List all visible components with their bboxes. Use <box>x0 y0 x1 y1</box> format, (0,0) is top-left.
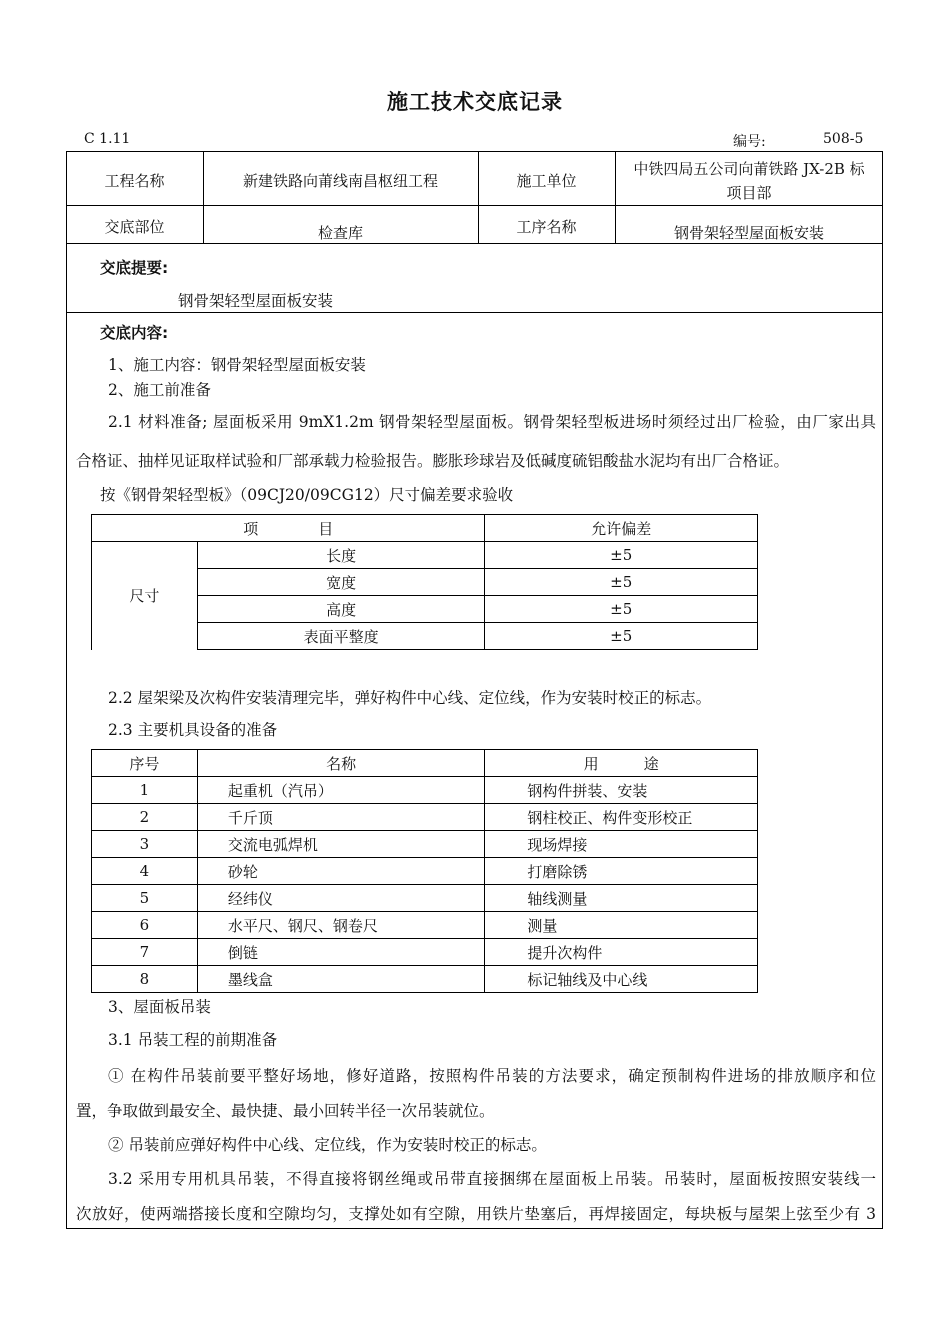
content-p3a: 2.1 材料准备; 屋面板采用 9mX1.2m 钢骨架轻型屋面板。钢骨架轻型板进场时须经过出厂检验，由厂家出具 <box>108 413 876 431</box>
table-row <box>92 858 758 885</box>
equipment-name: 墨线盒 <box>197 966 485 993</box>
equipment-no: 7 <box>92 939 198 966</box>
content-p6: 2.3 主要机具设备的准备 <box>108 721 278 739</box>
equipment-no: 2 <box>92 804 198 831</box>
number-value: 508-5 <box>823 131 864 147</box>
equipment-no: 6 <box>92 912 198 939</box>
part-label: 交底部位 <box>104 218 165 236</box>
content-p11b: 次放好，使两端搭接长度和空隙均匀，支撑处如有空隙，用铁片垫塞后，再焊接固定，每块板与屋架上弦至少有 3 <box>76 1205 876 1223</box>
equipment-no: 5 <box>92 885 198 912</box>
content-label: 交底内容: <box>100 324 169 342</box>
table-row <box>92 777 758 804</box>
equipment-no: 8 <box>92 966 198 993</box>
summary-text: 钢骨架轻型屋面板安装 <box>178 292 334 310</box>
table-row <box>92 939 758 966</box>
unit-line1: 中铁四局五公司向莆铁路 JX-2B 标 <box>633 160 865 178</box>
summary-divider <box>66 312 883 313</box>
equipment-no: 3 <box>92 831 198 858</box>
equipment-name: 水平尺、钢尺、钢卷尺 <box>197 912 485 939</box>
header-bottom-divider <box>66 243 883 244</box>
tolerance-col-item: 项 目 <box>92 515 485 542</box>
tolerance-value: ±5 <box>485 569 758 596</box>
tolerance-item: 宽度 <box>197 569 485 596</box>
equipment-use: 打磨除锈 <box>485 858 758 885</box>
equipment-use: 提升次构件 <box>485 939 758 966</box>
equipment-name: 千斤顶 <box>197 804 485 831</box>
project-name-label: 工程名称 <box>104 172 165 190</box>
part-value: 检查库 <box>317 224 363 242</box>
summary-label: 交底提要: <box>100 259 169 277</box>
number-label: 编号: <box>733 134 766 150</box>
table-row <box>92 515 758 542</box>
equipment-no: 1 <box>92 777 198 804</box>
content-p10: ② 吊装前应弹好构件中心线、定位线，作为安装时校正的标志。 <box>108 1136 547 1154</box>
equipment-use: 轴线测量 <box>485 885 758 912</box>
process-value: 钢骨架轻型屋面板安装 <box>673 224 824 242</box>
table-row <box>92 831 758 858</box>
content-p4: 按《钢骨架轻型板》（09CJ20/09CG12）尺寸偏差要求验收 <box>100 486 514 504</box>
content-p8: 3.1 吊装工程的前期准备 <box>108 1031 278 1049</box>
table-row <box>92 804 758 831</box>
page-title: 施工技术交底记录 <box>387 90 563 114</box>
form-code: C 1.11 <box>84 131 131 147</box>
equipment-use: 测量 <box>485 912 758 939</box>
equipment-name: 起重机（汽吊） <box>197 777 485 804</box>
equipment-col-name: 名称 <box>197 750 485 777</box>
tolerance-group: 尺寸 <box>92 542 198 650</box>
content-p3b: 合格证、抽样见证取样试验和厂部承载力检验报告。膨胀珍球岩及低碱度硫铝酸盐水泥均有出厂合格证。 <box>76 452 790 470</box>
equipment-name: 倒链 <box>197 939 485 966</box>
table-row <box>92 912 758 939</box>
equipment-use: 钢柱校正、构件变形校正 <box>485 804 758 831</box>
table-row <box>92 885 758 912</box>
table-row <box>92 966 758 993</box>
equipment-use: 标记轴线及中心线 <box>485 966 758 993</box>
unit-label: 施工单位 <box>516 172 577 190</box>
unit-line2: 项目部 <box>726 184 772 202</box>
project-name: 新建铁路向莆线南昌枢纽工程 <box>242 172 438 190</box>
equipment-name: 交流电弧焊机 <box>197 831 485 858</box>
equipment-col-use: 用 途 <box>485 750 758 777</box>
content-p1: 1、施工内容：钢骨架轻型屋面板安装 <box>108 356 366 374</box>
tolerance-col-dev: 允许偏差 <box>485 515 758 542</box>
tolerance-value: ±5 <box>485 542 758 569</box>
tolerance-value: ±5 <box>485 623 758 650</box>
tolerance-item: 长度 <box>197 542 485 569</box>
content-p7: 3、屋面板吊装 <box>108 998 211 1016</box>
process-label: 工序名称 <box>516 218 577 236</box>
tolerance-item: 表面平整度 <box>197 623 485 650</box>
equipment-name: 砂轮 <box>197 858 485 885</box>
equipment-no: 4 <box>92 858 198 885</box>
content-p5: 2.2 屋架梁及次构件安装清理完毕，弹好构件中心线、定位线，作为安装时校正的标志。 <box>108 689 712 707</box>
equipment-col-no: 序号 <box>92 750 198 777</box>
table-row <box>92 750 758 777</box>
tolerance-item: 高度 <box>197 596 485 623</box>
tolerance-table <box>91 514 758 650</box>
content-p2: 2、施工前准备 <box>108 381 211 399</box>
equipment-name: 经纬仪 <box>197 885 485 912</box>
content-p9b: 置，争取做到最安全、最快捷、最小回转半径一次吊装就位。 <box>76 1102 495 1120</box>
table-row <box>92 542 758 569</box>
equipment-table <box>91 749 758 993</box>
equipment-use: 现场焊接 <box>485 831 758 858</box>
header-row-divider <box>66 205 883 206</box>
equipment-use: 钢构件拼装、安装 <box>485 777 758 804</box>
content-p11a: 3.2 采用专用机具吊装，不得直接将钢丝绳或吊带直接捆绑在屋面板上吊装。吊装时，屋面板按照安装线一 <box>108 1170 876 1188</box>
content-p9a: ① 在构件吊装前要平整好场地，修好道路，按照构件吊装的方法要求，确定预制构件进场的排放顺序和位 <box>108 1067 876 1085</box>
tolerance-value: ±5 <box>485 596 758 623</box>
